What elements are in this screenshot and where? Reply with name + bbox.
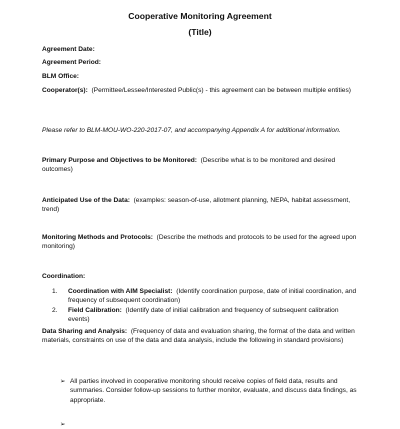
coordination-item bbox=[52, 287, 358, 306]
document-subtitle: (Title) bbox=[188, 27, 212, 37]
document-title: Cooperative Monitoring Agreement bbox=[128, 11, 272, 21]
purpose-section bbox=[42, 156, 362, 175]
data-use-label: Anticipated Use of the Data: bbox=[42, 197, 130, 204]
purpose-text: (Describe what is to be monitored and desired outcomes) bbox=[42, 157, 336, 174]
coordination-label: Coordination: bbox=[42, 273, 86, 280]
purpose-label: Primary Purpose and Objectives to be Monitored: bbox=[42, 157, 197, 164]
data-use-text: (examples: season-of-use, allotment planning, NEPA, habitat assessment, trend) bbox=[42, 197, 351, 214]
agreement-period-label: Agreement Period: bbox=[42, 59, 101, 66]
arrow-bullet-icon: ➢ bbox=[60, 378, 66, 385]
methods-label: Monitoring Methods and Protocols: bbox=[42, 234, 153, 241]
agreement-date-label: Agreement Date: bbox=[42, 46, 95, 53]
data-sharing-label: Data Sharing and Analysis: bbox=[42, 328, 128, 335]
list-number: 1. bbox=[52, 288, 58, 295]
coordination-item-text: (Identify coordination purpose, date of initial coordination, and frequency of subsequent coordination) bbox=[68, 288, 357, 305]
coordination-item-text: (Identify date of initial calibration and frequency of subsequent calibration events) bbox=[68, 307, 339, 324]
data-use-section bbox=[42, 196, 362, 215]
bullet-item bbox=[58, 377, 358, 405]
cooperators-section bbox=[42, 86, 362, 95]
arrow-bullet-icon: ➢ bbox=[60, 421, 66, 428]
coordination-item-label: Coordination with AIM Specialist: bbox=[68, 288, 173, 295]
bullet-text: All parties involved in cooperative monitoring should receive copies of field data, results and summaries. Consider follow-up sessions to further monitor, evaluate, and discuss data findings, as appropriate. bbox=[70, 378, 357, 404]
data-sharing-section bbox=[42, 327, 362, 346]
blm-office-label: BLM Office: bbox=[42, 73, 79, 80]
coordination-item bbox=[52, 306, 358, 325]
methods-section bbox=[42, 233, 362, 252]
cooperators-label: Cooperator(s): bbox=[42, 87, 88, 94]
methods-text: (Describe the methods and protocols to be used for the agreed upon monitoring) bbox=[42, 234, 357, 251]
cooperators-text: (Permittee/Lessee/Interested Public(s) - this agreement can be between multiple entities) bbox=[91, 87, 351, 94]
reference-note: Please refer to BLM-MOU-WO-220-2017-07, and accompanying Appendix A for additional information. bbox=[42, 127, 341, 134]
data-sharing-text: (Frequency of data and evaluation sharing, the format of the data and written materials, constraints on use of the data and data analysis, include the following in standard provisions) bbox=[42, 328, 355, 345]
list-number: 2. bbox=[52, 307, 58, 314]
coordination-item-label: Field Calibration: bbox=[68, 307, 122, 314]
